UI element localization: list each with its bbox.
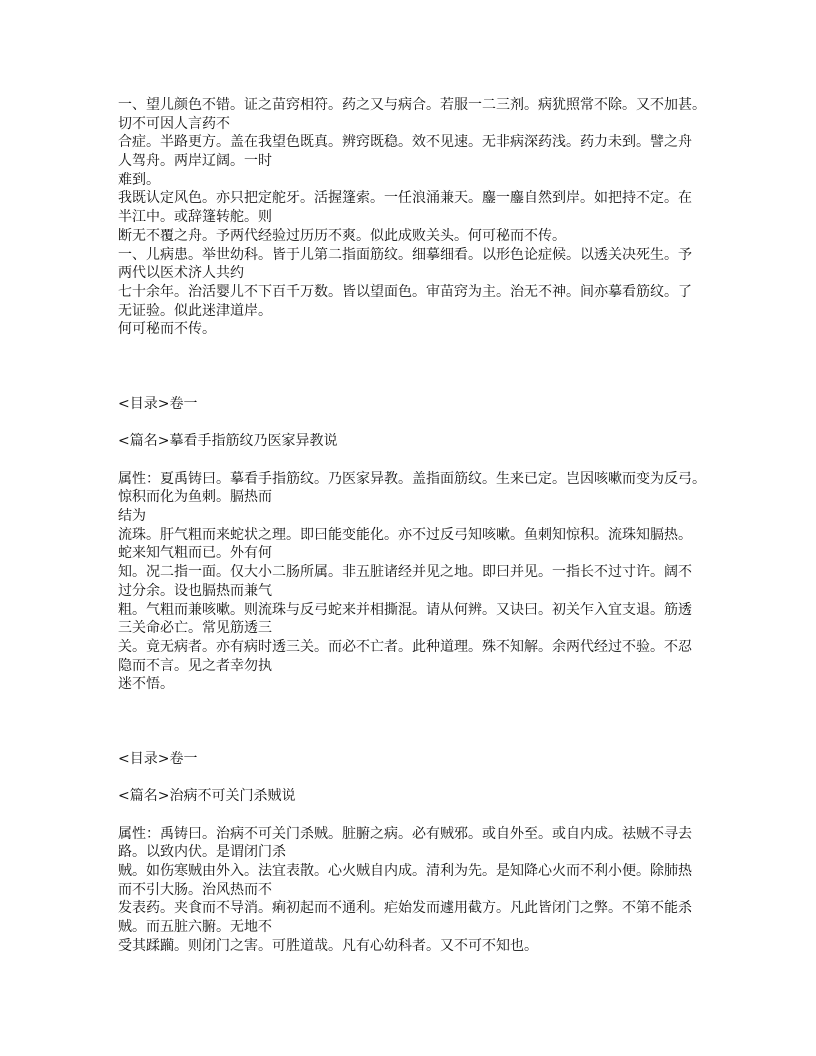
- text-line: 两代以医术济人共约: [118, 265, 244, 282]
- text-line: 难到。: [118, 171, 160, 188]
- text-line: 我既认定风色。亦只把定舵牙。活握篷索。一任浪涌兼天。鏖一鏖自然到岸。如把持不定。在: [118, 190, 692, 207]
- document-page: [118, 96, 706, 956]
- text-line: 贼。而五脏六腑。无地不: [118, 919, 272, 936]
- section-2: [118, 750, 706, 956]
- text-line: 关。竟无病者。亦有病时透三关。而必不亡者。此种道理。殊不知解。余两代经过不验。不忍: [118, 638, 692, 655]
- text-line: 三关命必亡。常见筋透三: [118, 620, 272, 637]
- text-line: 切不可因人言药不: [118, 115, 230, 132]
- text-line: 流珠。肝气粗而来蛇状之理。即曰能变能化。亦不过反弓知咳嗽。鱼刺知惊积。流珠知膈热。: [118, 526, 692, 543]
- catalog-heading: <目录>卷一: [118, 750, 198, 767]
- text-line: 受其蹂躏。则闭门之害。可胜道哉。凡有心幼科者。又不可不知也。: [118, 937, 538, 954]
- text-line: 属性：禹铸曰。治病不可关门杀贼。脏腑之病。必有贼邪。或自外至。或自内成。祛贼不寻去: [118, 825, 692, 842]
- spacer: [118, 769, 706, 788]
- text-line: 隐而不言。见之者幸勿执: [118, 657, 272, 674]
- text-line: 半江中。或辞篷转舵。则: [118, 209, 272, 226]
- text-line: 七十余年。治活婴儿不下百千万数。皆以望面色。审苗窍为主。治无不神。间亦摹看筋纹。了: [118, 283, 692, 300]
- spacer: [118, 414, 706, 433]
- text-line: 一、儿病患。举世幼科。皆于儿第二指面筋纹。细摹细看。以形色论症候。以透关决死生。予: [118, 246, 692, 263]
- text-line: 蛇来知气粗而已。外有何: [118, 545, 272, 562]
- text-line: 迷不悟。: [118, 676, 174, 693]
- text-line: 粗。气粗而兼咳嗽。则流珠与反弓蛇来并相撕混。请从何辨。又诀曰。初关乍入宜支退。筋透: [118, 601, 692, 618]
- text-line: 而不引大肠。治风热而不: [118, 881, 272, 898]
- text-line: 知。况二指一面。仅大小二肠所属。非五脏诸经并见之地。即曰并见。一指长不过寸许。阔不: [118, 564, 692, 581]
- text-line: 结为: [118, 508, 146, 525]
- text-line: 贼。如伤寒贼由外入。法宜表散。心火贼自内成。清利为先。是知降心火而不利小便。除肺热: [118, 863, 692, 880]
- section-title: <篇名>摹看手指筋纹乃医家异教说: [118, 433, 338, 450]
- text-line: 路。以致内伏。是谓闭门杀: [118, 844, 286, 861]
- spacer: [118, 339, 706, 395]
- intro-block: [118, 96, 706, 339]
- text-line: 断无不覆之舟。予两代经验过历历不爽。似此成败关头。何可秘而不传。: [118, 227, 566, 244]
- text-line: 何可秘而不传。: [118, 321, 216, 338]
- text-line: 过分余。设也膈热而兼气: [118, 582, 272, 599]
- catalog-heading: <目录>卷一: [118, 395, 198, 412]
- spacer: [118, 806, 706, 825]
- section-title: <篇名>治病不可关门杀贼说: [118, 788, 296, 805]
- spacer: [118, 694, 706, 750]
- text-line: 发表药。夹食而不导消。痢初起而不通利。疟始发而遽用截方。凡此皆闭门之弊。不第不能杀: [118, 900, 692, 917]
- text-line: 一、望儿颜色不错。证之苗窍相符。药之又与病合。若服一二三剂。病犹照常不除。又不加甚。: [118, 97, 706, 113]
- text-line: 合症。半路更方。盖在我望色既真。辨窍既稳。效不见速。无非病深药浅。药力未到。譬之舟: [118, 134, 692, 151]
- text-line: 人驾舟。两岸辽阔。一时: [118, 153, 272, 170]
- text-line: 属性：夏禹铸曰。摹看手指筋纹。乃医家异教。盖指面筋纹。生来已定。岂因咳嗽而变为反弓。: [118, 470, 706, 487]
- text-line: 无证验。似此迷津道岸。: [118, 302, 272, 319]
- section-1: [118, 395, 706, 694]
- text-line: 惊积而化为鱼刺。膈热而: [118, 489, 272, 506]
- spacer: [118, 451, 706, 470]
